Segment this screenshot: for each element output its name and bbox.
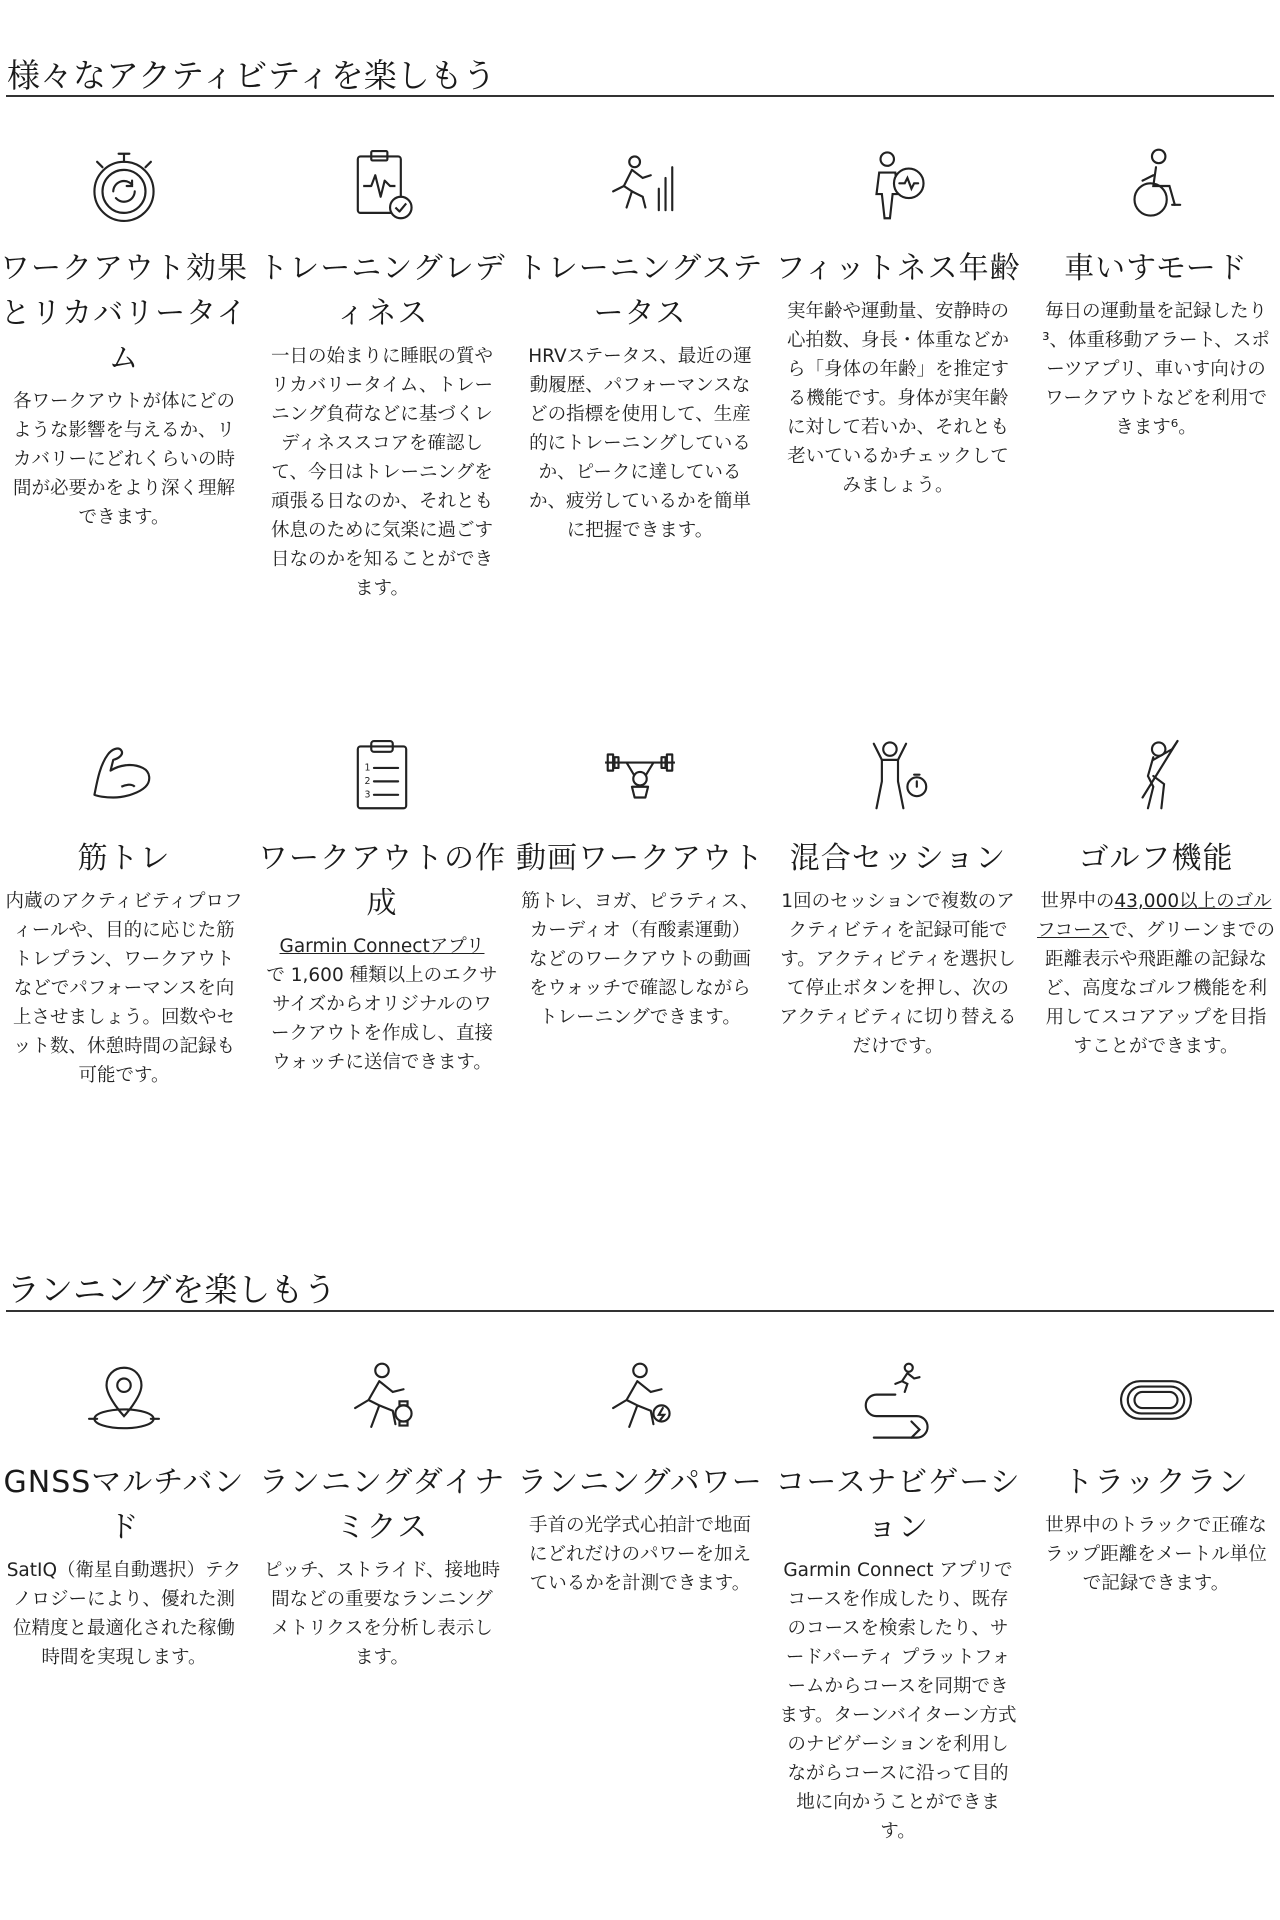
feature-title: ゴルフ機能 bbox=[1078, 841, 1234, 876]
feature-description bbox=[1037, 887, 1275, 1061]
person-heart-icon bbox=[774, 138, 1022, 234]
feature-card bbox=[774, 138, 1022, 500]
feature-description: ピッチ、ストライド、接地時間などの重要なランニングメトリクスを分析し表示します。 bbox=[263, 1560, 501, 1668]
feature-card bbox=[516, 728, 764, 1032]
feature-card bbox=[1032, 1352, 1280, 1598]
feature-card bbox=[516, 138, 764, 545]
feature-card bbox=[1032, 728, 1280, 1061]
golf-courses-link[interactable]: 43,000以上のゴルフコース bbox=[1037, 891, 1272, 941]
feature-description: 各ワークアウトが体にどのような影響を与えるか、リカバリーにどれくらいの時間が必要かをより深く理解できます。 bbox=[12, 391, 235, 528]
feature-card bbox=[516, 1352, 764, 1598]
feature-description: Garmin Connect アプリでコースを作成したり、既存のコースを検索したり、サードパーティ プラットフォームからコースを同期できます。ターンバイターン方式のナビゲーションを利用しながらコースに沿って目的地に向かうことができます。 bbox=[779, 1560, 1017, 1842]
feature-description-text: で、グリーンまでの距離表示や飛距離の記録など、高度なゴルフ機能を利用してスコアアップを目指すことができます。 bbox=[1044, 920, 1275, 1057]
running-track-icon bbox=[1032, 1352, 1280, 1448]
feature-card bbox=[774, 1352, 1022, 1846]
garmin-connect-app-link[interactable]: Garmin Connectアプリ bbox=[279, 936, 485, 957]
runner-watch-icon bbox=[258, 1352, 506, 1448]
section-divider bbox=[6, 1310, 1274, 1312]
feature-card bbox=[0, 1352, 248, 1672]
feature-description: 一日の始まりに睡眠の質やリカバリータイム、トレーニング負荷などに基づくレディネススコアを確認して、今日はトレーニングを頑張る日なのか、それとも休息のために気楽に過ごす日なのかを知ることができます。 bbox=[270, 346, 493, 599]
feature-title: コースナビゲーション bbox=[775, 1465, 1021, 1545]
feature-card bbox=[0, 138, 248, 532]
clipboard-check-icon bbox=[258, 138, 506, 234]
feature-title: ワークアウト効果とリカバリータイム bbox=[0, 251, 248, 376]
location-pin-icon bbox=[0, 1352, 248, 1448]
feature-title: 筋トレ bbox=[77, 841, 171, 876]
feature-description-text: で 1,600 種類以上のエクササイズからオリジナルのワークアウトを作成し、直接ウォッチに送信できます。 bbox=[266, 965, 498, 1073]
section-title: 様々なアクティビティを楽しもう bbox=[7, 56, 496, 95]
feature-title: 混合セッション bbox=[789, 841, 1007, 876]
feature-title: トラックラン bbox=[1063, 1465, 1249, 1500]
feature-description-text: 世界中の bbox=[1040, 891, 1115, 912]
golfer-icon bbox=[1032, 728, 1280, 824]
runner-power-icon bbox=[516, 1352, 764, 1448]
section-title: ランニングを楽しもう bbox=[7, 1270, 337, 1309]
feature-description bbox=[263, 932, 501, 1077]
clipboard-list-icon bbox=[258, 728, 506, 824]
flexed-arm-icon bbox=[0, 728, 248, 824]
feature-title: ランニングパワー bbox=[517, 1465, 763, 1500]
runner-bars-icon bbox=[516, 138, 764, 234]
feature-card bbox=[258, 728, 506, 1077]
feature-description: 世界中のトラックで正確なラップ距離をメートル単位で記録できます。 bbox=[1045, 1515, 1267, 1594]
feature-description: 内蔵のアクティビティプロフィールや、目的に応じた筋トレプラン、ワークアウトなどでパフォーマンスを向上させましょう。回数やセット数、休憩時間の記録も可能です。 bbox=[5, 891, 243, 1086]
feature-title: 車いすモード bbox=[1064, 251, 1248, 286]
feature-description: 1回のセッションで複数のアクティビティを記録可能です。アクティビティを選択して停止ボタンを押し、次のアクティビティに切り替えるだけです。 bbox=[779, 891, 1017, 1057]
feature-title: フィットネス年齢 bbox=[775, 251, 1021, 286]
wheelchair-icon bbox=[1032, 138, 1280, 234]
feature-description: SatIQ（衛星自動選択）テクノロジーにより、優れた測位精度と最適化された稼働時間を実現します。 bbox=[6, 1560, 242, 1668]
section-divider bbox=[6, 95, 1274, 97]
feature-description: 実年齢や運動量、安静時の心拍数、身長・体重などから「身体の年齢」を推定する機能です。身体が実年齢に対して若いか、それとも老いているかチェックしてみましょう。 bbox=[786, 301, 1009, 496]
feature-title: トレーニングステータス bbox=[516, 251, 764, 331]
feature-description: 手首の光学式心拍計で地面にどれだけのパワーを加えているかを計測できます。 bbox=[528, 1515, 751, 1594]
feature-title: トレーニングレディネス bbox=[258, 251, 506, 331]
weightlifter-icon bbox=[516, 728, 764, 824]
feature-title: GNSSマルチバンド bbox=[3, 1465, 245, 1545]
feature-card bbox=[0, 728, 248, 1090]
feature-description: 毎日の運動量を記録したり³、体重移動アラート、スポーツアプリ、車いす向けのワークアウトなどを利用できます⁶。 bbox=[1042, 301, 1270, 438]
feature-description: 筋トレ、ヨガ、ピラティス、カーディオ（有酸素運動）などのワークアウトの動画をウォッチで確認しながらトレーニングできます。 bbox=[521, 891, 759, 1028]
svg-text:3: 3 bbox=[364, 789, 371, 801]
feature-card bbox=[1032, 138, 1280, 442]
feature-title: ランニングダイナミクス bbox=[258, 1465, 506, 1545]
feature-card bbox=[258, 1352, 506, 1672]
svg-text:1: 1 bbox=[364, 762, 371, 774]
feature-title: 動画ワークアウト bbox=[516, 841, 764, 876]
stopwatch-recovery-icon bbox=[0, 138, 248, 234]
course-route-icon bbox=[774, 1352, 1022, 1448]
svg-text:2: 2 bbox=[364, 776, 371, 788]
feature-title: ワークアウトの作成 bbox=[258, 841, 506, 921]
feature-card bbox=[258, 138, 506, 603]
person-stopwatch-icon bbox=[774, 728, 1022, 824]
feature-description: HRVステータス、最近の運動履歴、パフォーマンスなどの指標を使用して、生産的にトレーニングしているか、ピークに達しているか、疲労しているかを簡単に把握できます。 bbox=[528, 346, 752, 541]
feature-card bbox=[774, 728, 1022, 1061]
